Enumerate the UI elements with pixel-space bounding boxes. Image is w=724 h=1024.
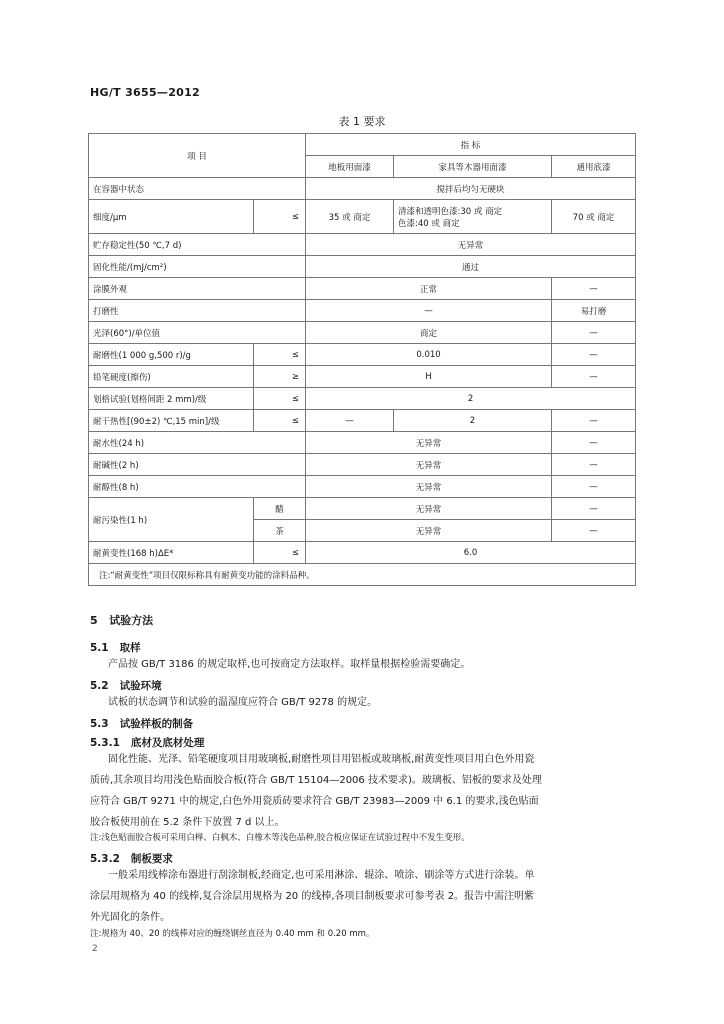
table-row [89, 498, 636, 520]
row-value: — [552, 344, 636, 366]
table-row [89, 366, 636, 388]
row-value: 搅拌后均匀无硬块 [306, 178, 636, 200]
row-value: 易打磨 [552, 300, 636, 322]
paragraph-line: 外光固化的条件。 [90, 912, 170, 923]
paragraph: 产品按 GB/T 3186 的规定取样,也可按商定方法取样。取样量根据检验需要确定。 [108, 659, 471, 670]
row-item: 铅笔硬度(擦伤) [89, 366, 254, 388]
paragraph: 试板的状态调节和试验的温湿度应符合 GB/T 9278 的规定。 [108, 697, 378, 708]
note: 注:规格为 40、20 的线棒对应的缠绕钢丝直径为 0.40 mm 和 0.20 mm。 [90, 929, 375, 939]
row-relation: ≤ [254, 542, 306, 564]
standard-code: HG/T 3655—2012 [90, 86, 201, 99]
table-note: 注:“耐黄变性”项目仅限标称具有耐黄变功能的涂料品种。 [89, 564, 636, 586]
table-row [89, 476, 636, 498]
row-value: 商定 [306, 322, 552, 344]
row-item: 耐干热性[(90±2) ℃,15 min]/级 [89, 410, 254, 432]
row-item: 涂膜外观 [89, 278, 306, 300]
row-subitem: 醋 [254, 498, 306, 520]
row-item: 划格试验(划格间距 2 mm)/级 [89, 388, 254, 410]
section-number: 5 [90, 614, 98, 627]
row-value: 无异常 [306, 476, 552, 498]
row-value: — [552, 322, 636, 344]
row-item: 细度/μm [89, 200, 254, 234]
paragraph-line: 固化性能、光泽、铅笔硬度项目用玻璃板,耐磨性项目用铝板或玻璃板,耐黄变性项目用白色外用瓷 [108, 754, 535, 765]
section-heading [90, 716, 193, 731]
row-value: — [552, 454, 636, 476]
row-value: 无异常 [306, 454, 552, 476]
section-number: 5.2 [90, 680, 109, 692]
section-number: 5.3.1 [90, 737, 120, 749]
section-heading [90, 735, 204, 750]
row-value-line: 清漆和透明色漆:30 或 商定 [398, 206, 503, 217]
row-value: 通过 [306, 256, 636, 278]
table-row [89, 300, 636, 322]
row-value: 70 或 商定 [552, 200, 636, 234]
paragraph-line: 应符合 GB/T 9271 中的规定,白色外用瓷质砖要求符合 GB/T 23983—2009 中 6.1 的要求,浅色贴面 [90, 796, 539, 807]
row-value: — [552, 520, 636, 542]
table-row [89, 200, 636, 234]
row-relation: ≤ [254, 344, 306, 366]
row-value-line: 色漆:40 或 商定 [398, 218, 460, 229]
section-title: 底材及底材处理 [130, 737, 205, 749]
table-row [89, 234, 636, 256]
row-item: 耐碱性(2 h) [89, 454, 306, 476]
row-item: 耐水性(24 h) [89, 432, 306, 454]
row-value: — [552, 498, 636, 520]
paragraph-line: 质砖,其余项目均用浅色贴面胶合板(符合 GB/T 15104—2006 技术要求)。玻璃板、铝板的要求及处理 [90, 775, 542, 786]
section-title: 试验环境 [119, 680, 162, 692]
header-item: 项 目 [89, 134, 306, 178]
row-value-multiline [394, 200, 552, 234]
row-item: 耐醇性(8 h) [89, 476, 306, 498]
table-caption: 表 1 要求 [338, 115, 386, 128]
row-value: 无异常 [306, 432, 552, 454]
row-subitem: 茶 [254, 520, 306, 542]
table-row [89, 432, 636, 454]
row-value: 无异常 [306, 234, 636, 256]
table-note-row [89, 564, 636, 586]
row-relation: ≤ [254, 388, 306, 410]
table-row [89, 322, 636, 344]
header-floor-topcoat: 地板用面漆 [306, 156, 394, 178]
note: 注:浅色贴面胶合板可采用白榉、白枫木、白橡木等浅色品种,胶合板应保证在试验过程中不发生变形。 [90, 833, 470, 843]
header-general-primer: 通用底漆 [552, 156, 636, 178]
row-item: 打磨性 [89, 300, 306, 322]
section-number: 5.1 [90, 642, 109, 654]
row-value: 正常 [306, 278, 552, 300]
table-row [89, 388, 636, 410]
row-value: 6.0 [306, 542, 636, 564]
table-header-row [89, 134, 636, 156]
section-heading [90, 640, 141, 655]
section-title: 取样 [119, 642, 141, 654]
row-item: 在容器中状态 [89, 178, 306, 200]
section-heading [90, 612, 153, 628]
row-value: H [306, 366, 552, 388]
row-value: — [552, 410, 636, 432]
row-value: — [306, 410, 394, 432]
row-item: 贮存稳定性(50 ℃,7 d) [89, 234, 306, 256]
section-heading [90, 851, 173, 866]
paragraph-line: 胶合板使用前在 5.2 条件下放置 7 d 以上。 [90, 817, 285, 828]
section-title: 试验方法 [109, 614, 154, 627]
row-relation: ≤ [254, 200, 306, 234]
row-value: 35 或 商定 [306, 200, 394, 234]
table-row [89, 454, 636, 476]
section-title: 制板要求 [130, 853, 173, 865]
table-row [89, 278, 636, 300]
paragraph-line: 一般采用线棒涂布器进行刮涂制板,经商定,也可采用淋涂、辊涂、喷涂、刷涂等方式进行涂装。单 [108, 870, 535, 881]
row-value: 2 [394, 410, 552, 432]
page-number: 2 [92, 944, 98, 954]
row-value: — [306, 300, 552, 322]
section-number: 5.3 [90, 718, 109, 730]
section-number: 5.3.2 [90, 853, 120, 865]
row-item: 耐污染性(1 h) [89, 498, 254, 542]
section-heading [90, 678, 162, 693]
header-furniture-topcoat: 家具等木器用面漆 [394, 156, 552, 178]
requirements-table [88, 133, 636, 586]
row-item: 光泽(60°)/单位值 [89, 322, 306, 344]
row-item: 耐黄变性(168 h)ΔE* [89, 542, 254, 564]
row-item: 固化性能/(mJ/cm²) [89, 256, 306, 278]
row-relation: ≤ [254, 410, 306, 432]
row-value: — [552, 278, 636, 300]
row-value: — [552, 366, 636, 388]
table-row [89, 410, 636, 432]
paragraph-line: 涂层用规格为 40 的线棒,复合涂层用规格为 20 的线棒,各项目制板要求可参考表 2。报告中需注明紫 [90, 891, 535, 902]
row-value: — [552, 476, 636, 498]
section-title: 试验样板的制备 [119, 718, 194, 730]
row-value: — [552, 432, 636, 454]
table-row [89, 542, 636, 564]
header-indicators: 指 标 [306, 134, 636, 156]
row-relation: ≥ [254, 366, 306, 388]
table-row [89, 178, 636, 200]
table-row [89, 256, 636, 278]
row-value: 2 [306, 388, 636, 410]
table-row [89, 344, 636, 366]
row-value: 0.010 [306, 344, 552, 366]
row-item: 耐磨性(1 000 g,500 r)/g [89, 344, 254, 366]
row-value: 无异常 [306, 520, 552, 542]
row-value: 无异常 [306, 498, 552, 520]
